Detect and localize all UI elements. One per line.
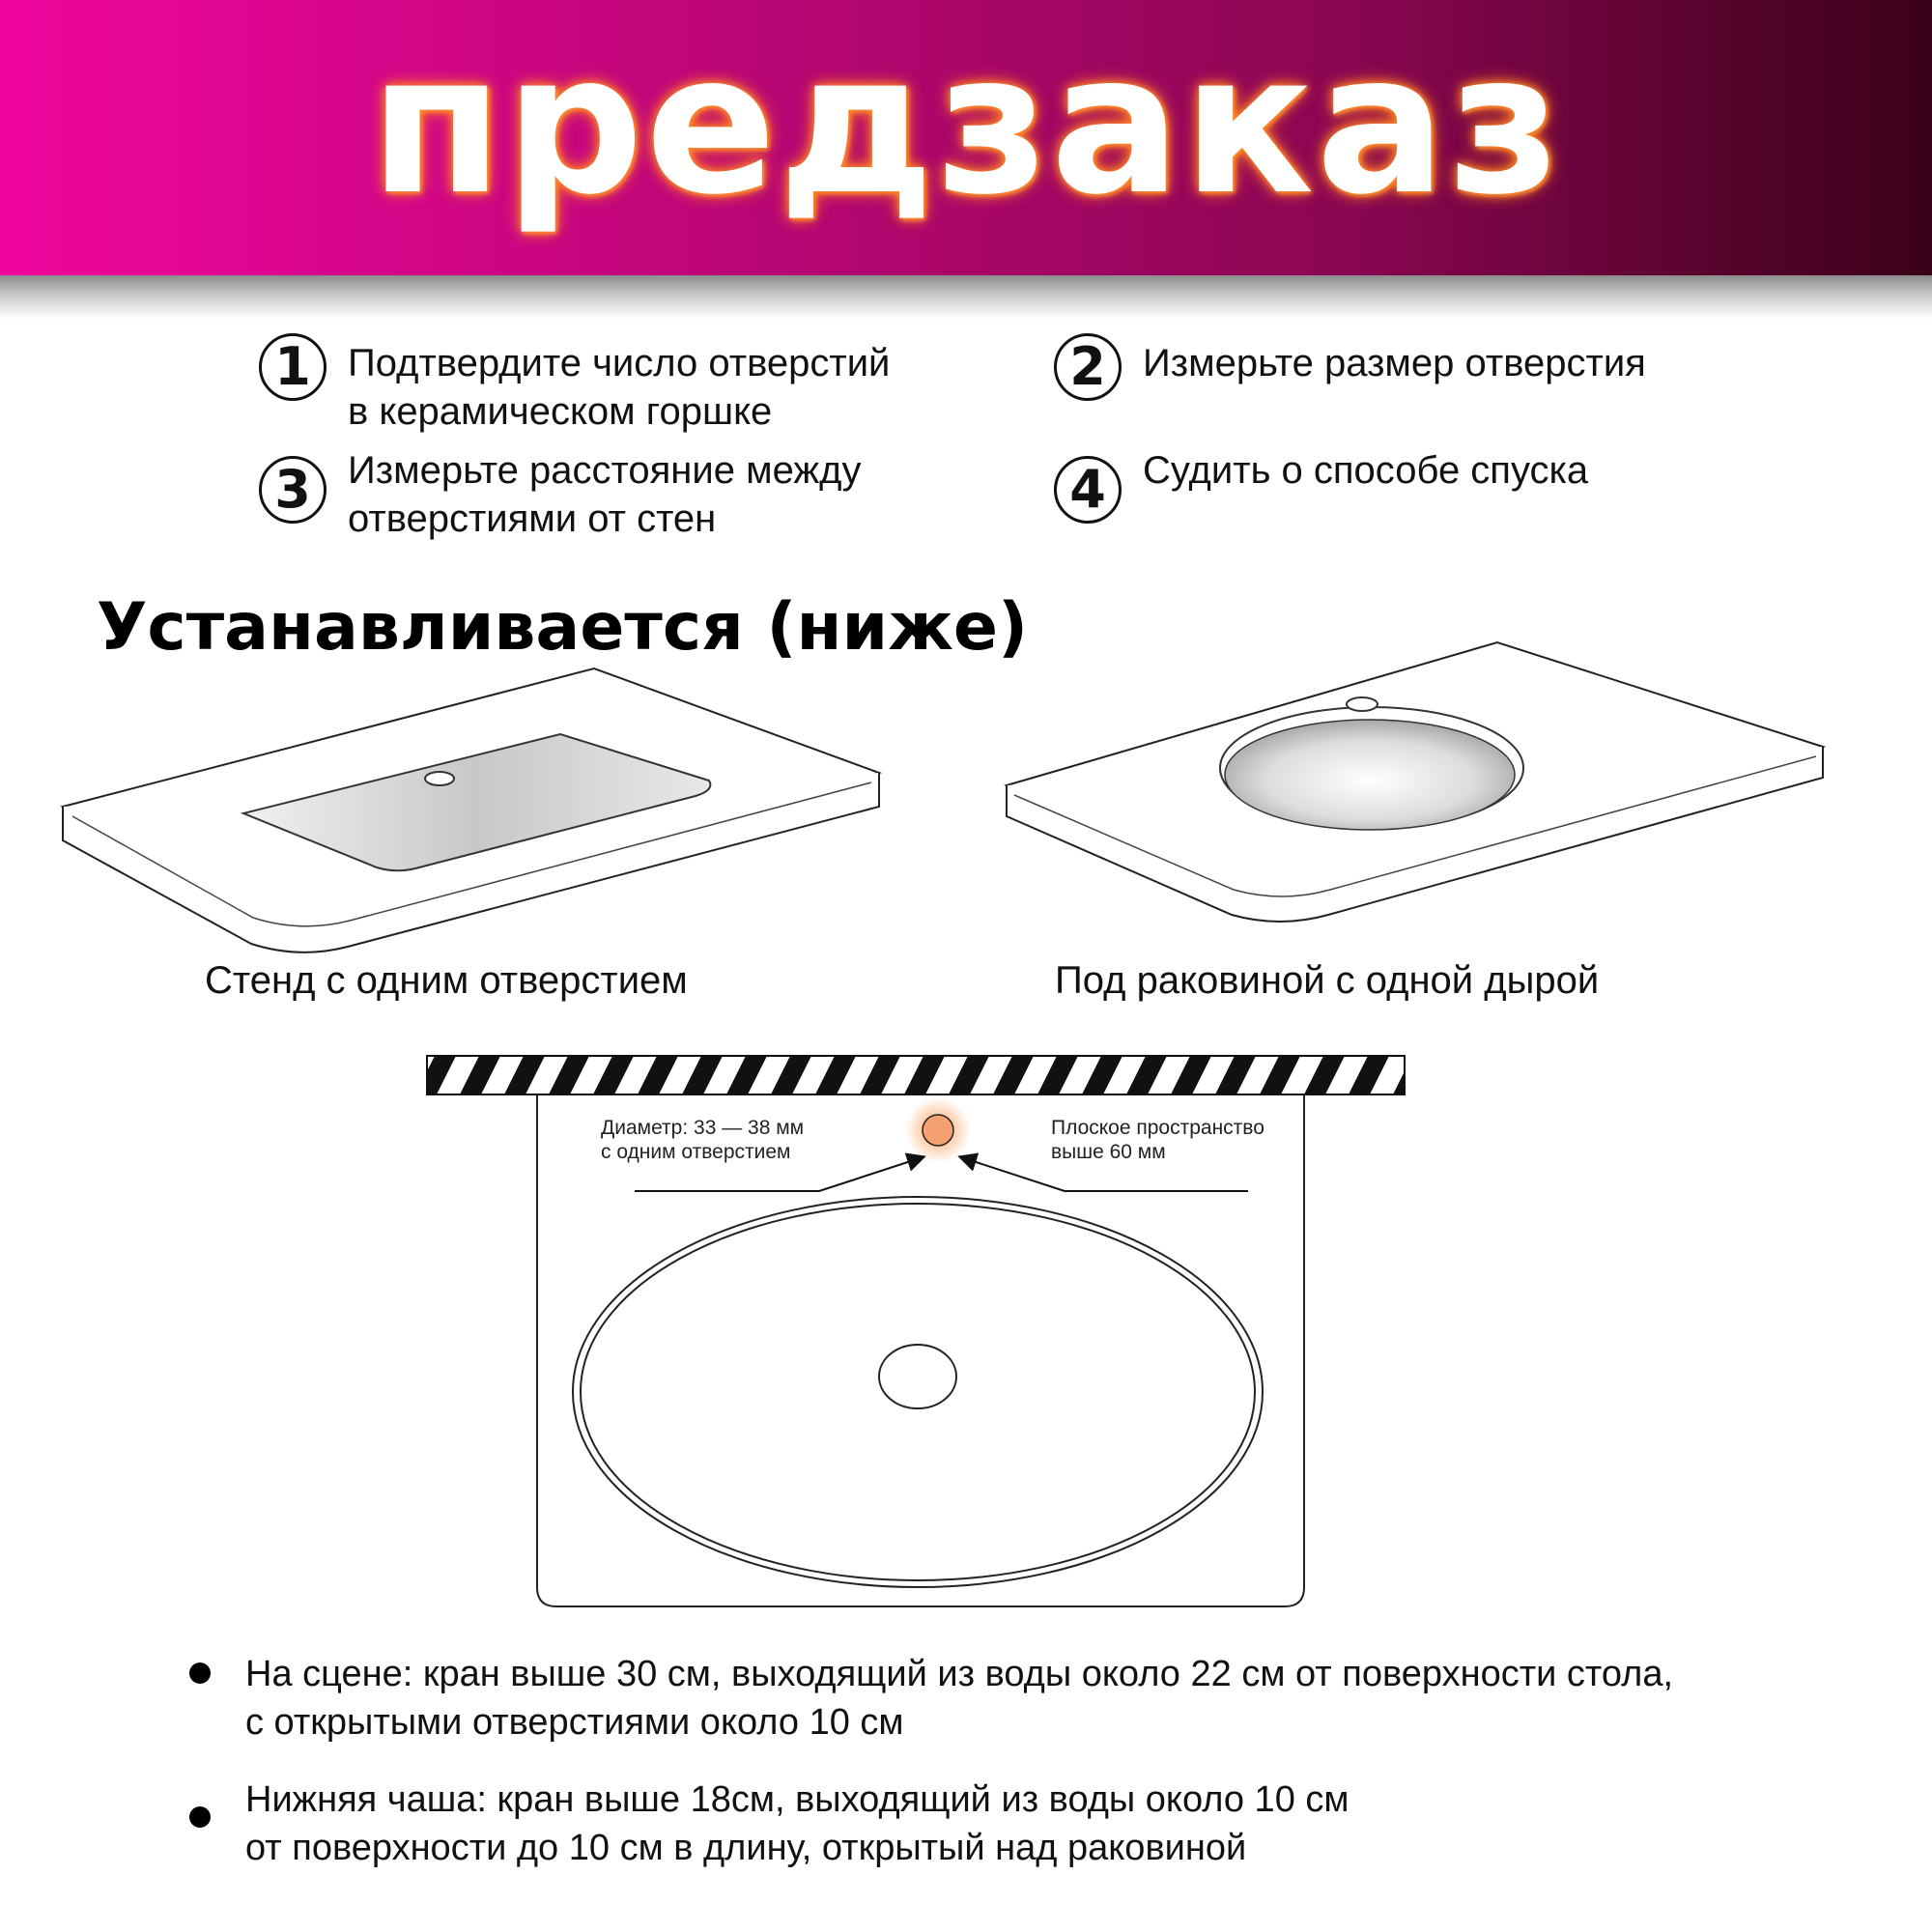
faucet-hole-marker [923,1115,953,1146]
diameter-label-line2: с одним отверстием [601,1141,791,1163]
undermount-basin-illustration [995,633,1864,923]
step-4 [1054,449,1589,524]
step-number-3: 3 [259,456,327,524]
step-3-text [348,446,861,543]
step-3-line2: отверстиями от стен [348,497,717,540]
step-number-4: 4 [1054,456,1122,524]
step-1-text [348,339,890,436]
step-2 [1054,333,1646,401]
flat-space-label-line1: Плоское пространство [1051,1117,1264,1139]
top-view-diagram [415,1048,1420,1608]
flat-space-label-line2: выше 60 мм [1051,1141,1166,1163]
bullet-item-2 [189,1776,1350,1872]
bullet-dot [189,1806,211,1828]
bullet-2-text [245,1776,1350,1872]
bullet-1-line1: На сцене: кран выше 30 см, выходящий из воды около 22 см от поверхности стола, [245,1654,1674,1694]
bullet-1-text [245,1650,1673,1747]
step-2-line1: Измерьте размер отверстия [1143,342,1646,384]
bullet-2-line1: Нижняя чаша: кран выше 18см, выходящий из воды около 10 см [245,1779,1350,1820]
step-number-2: 2 [1054,333,1122,401]
step-2-text [1143,339,1646,387]
drain-hole [879,1345,956,1408]
bullet-item-1 [189,1650,1673,1747]
banner-title: предзаказ [369,13,1563,238]
step-1-line1: Подтвердите число отверстий [348,342,891,384]
bullet-dot [189,1662,211,1684]
step-1-line2: в керамическом горшке [348,390,773,433]
bullet-1-line2: с открытыми отверстиями около 10 см [245,1702,904,1743]
bullet-2-line2: от поверхности до 10 см в длину, открытый над раковиной [245,1828,1247,1868]
banner-shadow [0,275,1932,319]
diameter-label-line1: Диаметр: 33 — 38 мм [601,1117,805,1139]
countertop-basin-illustration [39,657,1005,966]
step-3 [259,449,862,543]
step-4-text [1143,446,1588,495]
step-4-line1: Судить о способе спуска [1143,449,1589,492]
section-title: Устанавливается (ниже) [97,589,1029,666]
step-3-line1: Измерьте расстояние между [348,449,862,492]
step-number-1: 1 [259,333,327,401]
caption-right: Под раковиной с одной дырой [1055,959,1600,1002]
step-1 [259,333,890,436]
caption-left: Стенд с одним отверстием [205,959,688,1002]
